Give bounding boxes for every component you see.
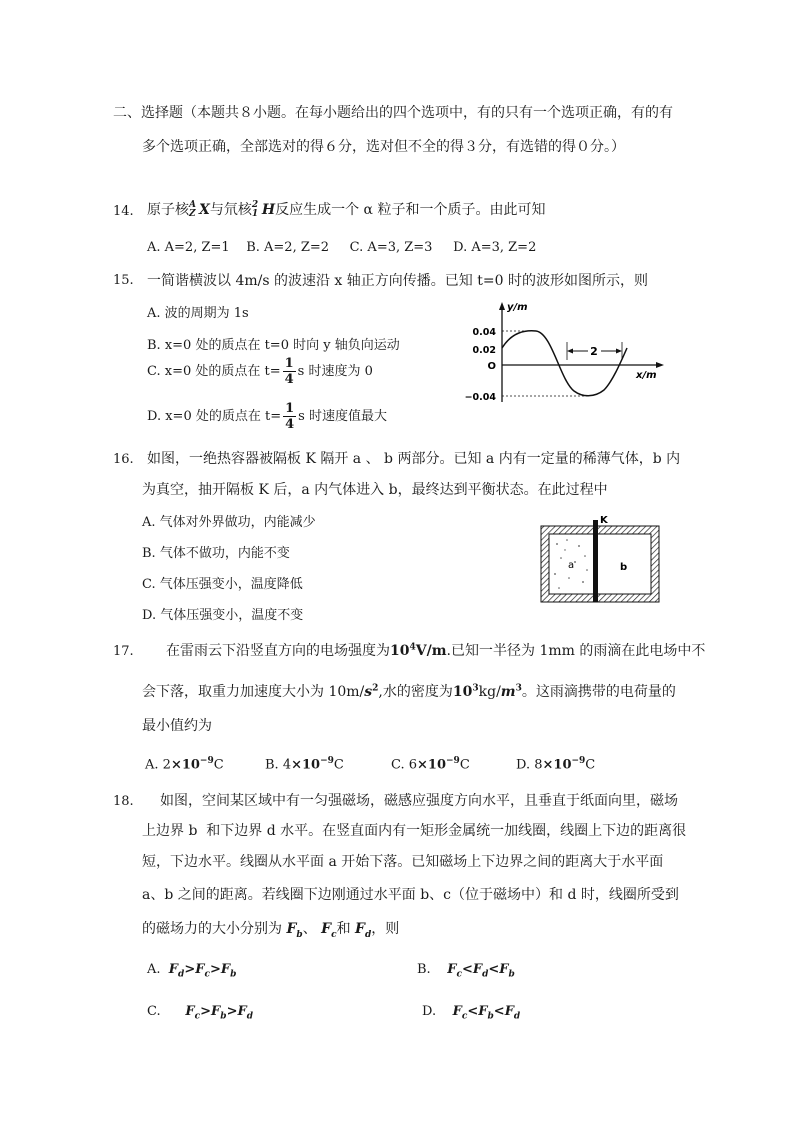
section-instruction-line1: 二、选择题（本题共８小题。在每小题给出的四个选项中，有的只有一个选项正确，有的有 [113,105,673,121]
question-14-options: A. A=2, Z=1 B. A=2, Z=2 C. A=3, Z=3 D. A=3, Z=2 [147,240,537,255]
question-16-number: 16. [113,452,134,467]
question-17-line2: 会下落，取重力加速度大小为 $10m/s^2$,水的密度为$10^3kg/m^3$。这雨滴携带的电荷量的 [142,683,676,700]
region-a-label: a [568,560,575,571]
adiabatic-container-diagram [535,512,665,606]
region-b-label: b [620,562,628,573]
question-18-option-c: C. $F_c>F_b>F_d$ [147,1004,254,1022]
y-tick-neg-0.04: −0.04 [464,392,496,403]
question-17-line1: 在雷雨云下沿竖直方向的电场强度为$10^4V/m$.已知一半径为 1mm 的雨滴在此电场中不 [166,642,706,659]
question-18-option-b: B. $F_c<F_d<F_b$ [417,962,515,980]
question-18-line5: 的磁场力的大小分别为 $F_b$、 $F_c$和 $F_d$，则 [142,921,400,940]
question-17-option-a: A. $2\times 10^{-9}C$ [145,756,224,773]
y-tick-0.04: 0.04 [472,327,496,338]
span-arrow-left [567,349,573,354]
question-18-number: 18. [113,794,134,809]
fraction-one-quarter: $\frac{1}{4}$ [285,401,295,432]
isotope-x-notation: A Z [189,200,196,219]
y-tick-0.02: 0.02 [472,345,496,356]
question-16-line2: 为真空，抽开隔板 K 后，a 内气体进入 b，最终达到平衡状态。在此过程中 [142,482,608,498]
partition-k-label: K [600,515,608,526]
question-16-option-d: D. 气体压强变小，温度不变 [142,608,304,623]
question-18-line1: 如图，空间某区域中有一匀强磁场，磁感应强度方向水平，且垂直于纸面向里，磁场 [160,793,678,809]
question-17-option-b: B. $4\times 10^{-9}C$ [265,756,344,773]
x-axis-arrow [656,362,664,368]
section-instruction-line2: 多个选项正确，全部选对的得６分，选对但不全的得３分，有选错的得０分。） [142,139,625,155]
y-axis-arrow [499,302,505,310]
wave-curve [502,331,627,396]
question-18-line3: 短，下边水平。线圈从水平面 a 开始下落。已知磁场上下边界之间的距离大于水平面 [142,854,664,870]
wave-graph [464,298,670,410]
question-16-option-b: B. 气体不做功，内能不变 [142,546,290,561]
question-14-number: 14. [113,204,134,219]
question-15-option-b: B. x=0 处的质点在 t=0 时向 y 轴负向运动 [147,338,400,353]
question-14-stem: 原子核 A Z X与氘核 2 1 H反应生成一个 α 粒子和一个质子。由此可知 [147,200,546,219]
y-axis-label: y/m [507,302,528,313]
isotope-h-notation: 2 1 [251,200,259,219]
partition-k [593,520,598,602]
question-18-line4: a、b 之间的距离。若线圈下边刚通过水平面 b、c（位于磁场中）和 d 时，线圈所受到 [142,887,679,903]
question-16-line1: 如图，一绝热容器被隔板 K 隔开 a 、 b 两部分。已知 a 内有一定量的稀薄气体，b 内 [147,451,681,467]
question-18-option-d: D. $F_c<F_b<F_d$ [422,1004,521,1022]
question-16-option-c: C. 气体压强变小，温度降低 [142,577,303,592]
x-axis-label: x/m [636,370,657,381]
question-15-option-c: C. x=0 处的质点在 t= $\frac{1}{4}$ s 时速度为 0 [147,356,373,387]
question-15-option-d: D. x=0 处的质点在 t= $\frac{1}{4}$ s 时速度值最大 [147,401,387,432]
container-interior [549,534,651,594]
question-18-option-a: A. $F_d>F_c>F_b$ [147,962,237,980]
question-15-stem: 一简谐横波以 4m/s 的波速沿 x 轴正方向传播。已知 t=0 时的波形如图所示，则 [147,273,648,289]
question-15-number: 15. [113,273,134,288]
question-17-option-d: D. $8\times 10^{-9}C$ [516,756,596,773]
span-arrow-right [616,349,622,354]
question-17-number: 17. [113,644,134,659]
fraction-one-quarter: $\frac{1}{4}$ [284,356,294,387]
span-label: 2 [590,345,598,358]
question-17-option-c: C. $6\times 10^{-9}C$ [391,756,470,773]
question-15-option-a: A. 波的周期为 1s [147,306,249,321]
origin-label: O [487,361,496,372]
question-16-option-a: A. 气体对外界做功，内能减少 [142,515,316,530]
question-18-line2: 上边界 b 和下边界 d 水平。在竖直面内有一矩形金属统一加线圈，线圈上下边的距离很 [142,823,687,839]
question-17-line3: 最小值约为 [142,718,212,734]
